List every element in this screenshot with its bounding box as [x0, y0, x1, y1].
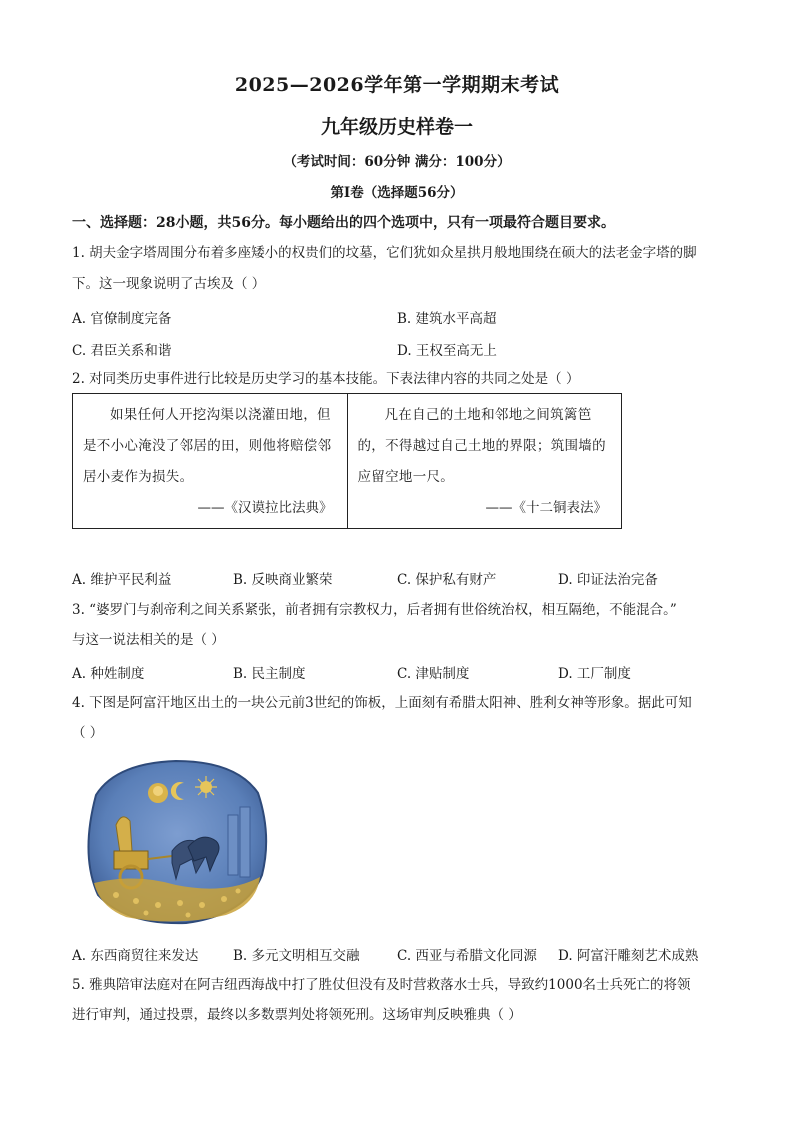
exam-subtitle: 九年级历史样卷一 — [320, 116, 473, 138]
q1-option-a[interactable]: A. 官僚制度完备 — [72, 311, 172, 327]
q1-stem-line2: 下。这一现象说明了古埃及（ ） — [72, 276, 266, 292]
q1-option-d[interactable]: D. 王权至高无上 — [397, 343, 497, 359]
q5-stem-line2: 进行审判，通过投票，最终以多数票判处将领死刑。这场审判反映雅典（ ） — [72, 1007, 522, 1023]
hammurabi-source: ——《汉谟拉比法典》 — [197, 500, 333, 516]
q3-stem-line2: 与这一说法相关的是（ ） — [72, 632, 225, 648]
section-heading: 一、选择题：28小题，共56分。每小题给出的四个选项中，只有一项最符合题目要求。 — [72, 215, 615, 231]
exam-title: 2025—2026学年第一学期期末考试 — [234, 74, 560, 96]
q2-option-a[interactable]: A. 维护平民利益 — [72, 572, 172, 588]
q1-stem-line1: 1. 胡夫金字塔周围分布着多座矮小的权贵们的坟墓，它们犹如众星拱月般地围绕在硕大的法老金字塔的脚 — [72, 245, 697, 261]
q4-stem-line1: 4. 下图是阿富汗地区出土的一块公元前3世纪的饰板，上面刻有希腊太阳神、胜利女神等形象。据此可知 — [72, 695, 692, 711]
part-title: 第Ⅰ卷（选择题56分） — [330, 185, 464, 201]
q4-option-c[interactable]: C. 西亚与希腊文化同源 — [397, 948, 537, 964]
law-cell-right — [347, 394, 622, 529]
twelve-tables-text: 凡在自己的土地和邻地之间筑篱笆的，不得越过自己土地的界限；筑围墙的应留空地一尺。 — [357, 407, 606, 485]
twelve-tables-source: ——《十二铜表法》 — [485, 500, 607, 516]
q1-option-c[interactable]: C. 君臣关系和谐 — [72, 343, 172, 359]
q3-option-c[interactable]: C. 津贴制度 — [397, 666, 470, 682]
q4-option-d[interactable]: D. 阿富汗雕刻艺术成熟 — [558, 948, 699, 964]
q1-option-b[interactable]: B. 建筑水平高超 — [397, 311, 497, 327]
plaque-illustration — [76, 755, 272, 927]
exam-info: （考试时间：60分钟 满分：100分） — [283, 154, 511, 170]
q3-stem-line1: 3. “婆罗门与刹帝利之间关系紧张，前者拥有宗教权力，后者拥有世俗统治权，相互隔绝，不能混合。” — [72, 602, 677, 618]
law-cell-left — [73, 394, 348, 529]
q2-stem: 2. 对同类历史事件进行比较是历史学习的基本技能。下表法律内容的共同之处是（ ） — [72, 371, 580, 387]
q2-option-b[interactable]: B. 反映商业繁荣 — [233, 572, 333, 588]
q2-option-d[interactable]: D. 印证法治完备 — [558, 572, 658, 588]
q3-option-a[interactable]: A. 种姓制度 — [72, 666, 145, 682]
q5-stem-line1: 5. 雅典陪审法庭对在阿吉纽西海战中打了胜仗但没有及时营救落水士兵，导致约1000名士兵死亡的将领 — [72, 977, 691, 993]
q4-option-b[interactable]: B. 多元文明相互交融 — [233, 948, 360, 964]
q4-stem-line2: （ ） — [72, 725, 104, 741]
q3-option-b[interactable]: B. 民主制度 — [233, 666, 306, 682]
hammurabi-text: 如果任何人开挖沟渠以浇灌田地，但是不小心淹没了邻居的田，则他将赔偿邻居小麦作为损失。 — [83, 407, 332, 485]
q2-option-c[interactable]: C. 保护私有财产 — [397, 572, 497, 588]
plaque-image — [76, 755, 272, 927]
q3-option-d[interactable]: D. 工厂制度 — [558, 666, 631, 682]
law-comparison-table — [72, 393, 622, 529]
q4-option-a[interactable]: A. 东西商贸往来发达 — [72, 948, 199, 964]
